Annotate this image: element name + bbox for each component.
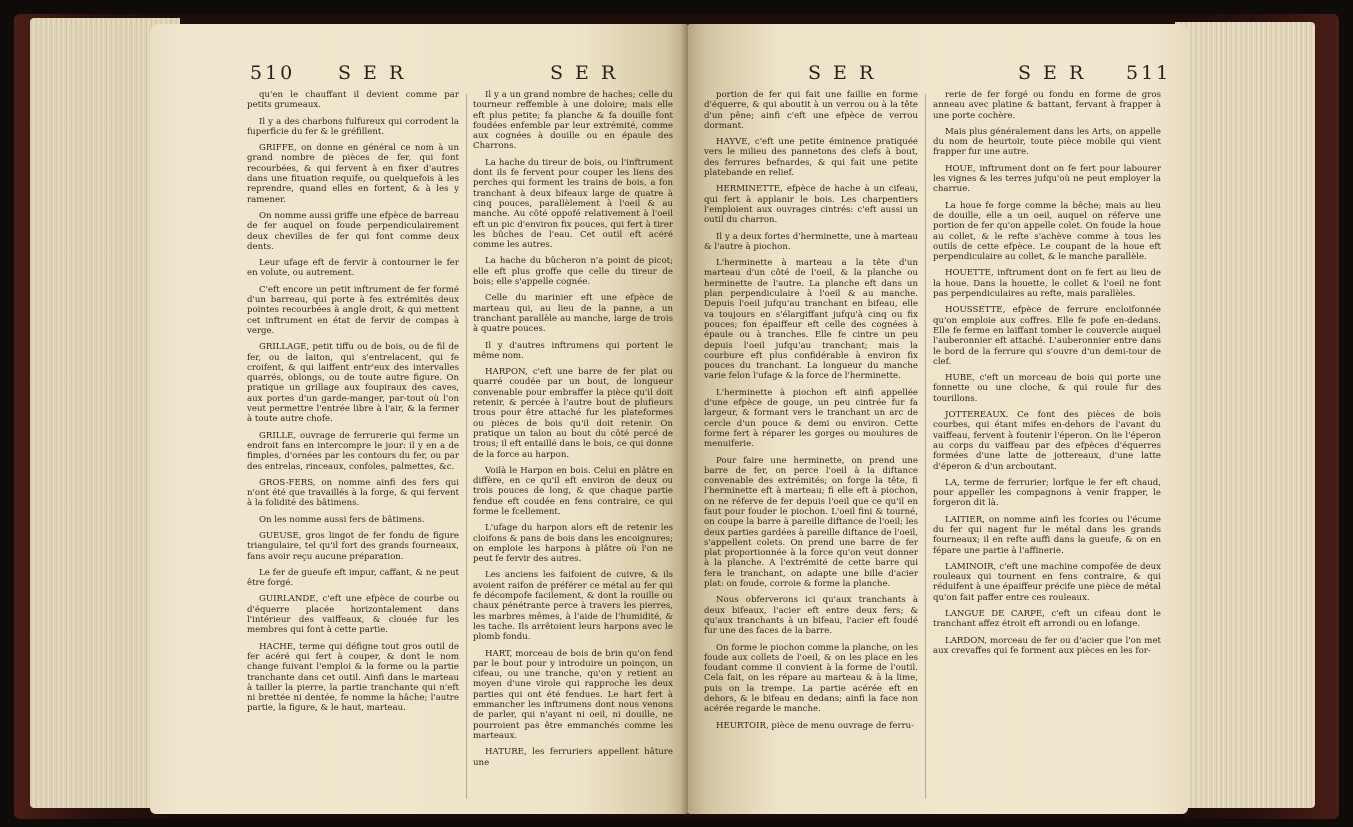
column-rule xyxy=(925,94,926,799)
left-page-column-1 xyxy=(247,90,459,802)
paragraph: Les anciens les faifoient de cuivre, & ils avoient raifon de préférer ce métal au fer qui fe décompofe facilement, & dont la rouille ou chaux pénétrante perce à travers les pierres, les marbres mêmes, à l'aide de l'humidité, & les tache. Ils arrêtoient leurs harpons avec le plomb fondu. xyxy=(473,570,673,643)
paragraph: HERMINETTE, efpèce de hache à un cifeau, qui fert à applanir le bois. Les charpentiers l'emploient aux ouvrages cintrés: c'eft aussi un outil du charron. xyxy=(704,184,918,226)
right-page xyxy=(688,24,1188,814)
paragraph: LAMINOIR, c'eft une machine compofée de deux rouleaux qui tournent en fens contraire, & qui réduifent à une épaiffeur précife une pièce de métal qu'on fait paffer entre ces rouleaux. xyxy=(933,561,1161,603)
paragraph: GUEUSE, gros lingot de fer fondu de figure triangulaire, tel qu'il fort des grands fourneaux, fans avoir reçu aucune préparation. xyxy=(247,530,459,562)
paragraph: qu'en le chauffant il devient comme par petits grumeaux. xyxy=(247,90,459,111)
paragraph: L'herminette à piochon eft ainfi appellée d'une efpèce de gouge, un peu cintrée fur fa largeur, & formant vers le tranchant un arc de cercle d'un pouce & demi ou environ. Cette forme fert à réparer les gorges ou moulures de menuiferie. xyxy=(704,387,918,450)
paragraph: HEURTOIR, pièce de menu ouvrage de ferru- xyxy=(716,720,915,731)
column-rule xyxy=(466,94,467,799)
paragraph: On forme le piochon comme la planche, on les foude aux collets de l'oeil, & on les place en les foudant comme il convient à la forme de l'outil. Cela fait, on les répare au marteau & à la lime, puis on la trempe. La partie acérée eft en dehors, & le bifeau en dedans; ainfi la face non acérée regarde le manche. xyxy=(704,642,918,715)
left-page xyxy=(150,24,688,814)
paragraph: Il y d'autres inftrumens qui portent le même nom. xyxy=(473,340,673,361)
paragraph: GUIRLANDE, c'eft une efpèce de courbe ou d'équerre placée horizontalement dans l'intérieur des vaiffeaux, & clouée fur les membres qui font à cette partie. xyxy=(247,594,459,636)
paragraph: JOTTEREAUX. Ce font des pièces de bois courbes, qui étant mifes en-dehors de l'avant du vaiffeau, fervent à foutenir l'éperon. On lie l'éperon au corps du vaiffeau par des efpèces d'équerres formées d'une latte de jottereaux, d'une latte d'éperon & d'un arcboutant. xyxy=(933,410,1161,472)
paragraph: On nomme aussi griffe une efpèce de barreau de fer auquel on foude perpendiculairement deux chevilles de fer qui font comme deux dents. xyxy=(247,210,459,252)
paragraph: HAYVE, c'eft une petite éminence pratiquée vers le milieu des pannetons des clefs à bout, des ferrures befnardes, & qui fait une petite platebande en relief. xyxy=(704,137,918,179)
paragraph: LAITIER, on nomme ainfi les fcories ou l'écume du fer qui nagent fur le métal dans les grands fourneaux; il en refte auffi dans la gueufe, & on en fépare une partie à l'affinerie. xyxy=(933,514,1161,556)
paragraph: HOUSSETTE, efpèce de ferrure encloifonnée qu'on emploie aux coffres. Elle fe pofe en-dedans. Elle fe ferme en laiffant tomber le couvercle auquel l'auberonnier eft attaché. L'auberonnier entre dans le bord de la ferrure qui s'ouvre d'un demi-tour de clef. xyxy=(933,305,1161,367)
left-page-header xyxy=(150,62,688,92)
paragraph: GRILLE, ouvrage de ferrurerie qui ferme un endroit fans en intercompre le jour: il y en a de fimples, d'ornées par les contours du fer, ou par des entrelas, rinceaux, confoles, palmettes, &c. xyxy=(247,430,459,472)
page-edges-right xyxy=(1175,22,1315,808)
paragraph: HARPON, c'eft une barre de fer plat ou quarré coudée par un bout, de longueur convenable pour embraffer la pièce qu'il doit retenir, & percée à l'autre bout de plufieurs trous pour être attaché fur les plateformes ou pièces de bois qu'il doit retenir. On pratique un talon au bout du côté percé de trous; il eft entaillé dans le bois, ce qui donne de la force au harpon. xyxy=(473,367,673,460)
paragraph: rerie de fer forgé ou fondu en forme de gros anneau avec platine & battant, fervant à frapper à une porte cochère. xyxy=(933,90,1161,121)
paragraph: Il y a deux fortes d'herminette, une à marteau & l'autre à piochon. xyxy=(704,231,918,252)
paragraph: Pour faire une herminette, on prend une barre de fer, on perce l'oeil à la diftance convenable des extrémités; on forge la tête, fi l'herminette eft à marteau; fi elle eft à piochon, on ne réferve de fer depuis l'oeil que ce qu'il en faut pour fouder le piochon. L'oeil fini & tourné, on coupe la barre à pareille diftance de l'oeil; les deux parties gardées à pareille diftance de l'oeil, s'appellent colets. On prend une barre de fer plat proportionnée à la force qu'on veut donner à la planche. A l'extrémité de cette barre qui fera le tranchant, on adapte une bille d'acier plat: on foude, corroie & forme la planche. xyxy=(704,455,918,590)
running-head-left: S E R xyxy=(808,62,877,84)
running-head-left: S E R xyxy=(338,62,407,84)
paragraph: HART, morceau de bois de brin qu'on fend par le bout pour y introduire un poinçon, un cifeau, ou une tranche, qu'on y retient au moyen d'une virole qui rapproche les deux parties qui ont été fendues. Le hart fert à emmancher les inftrumens dont nous venons de parler, qui n'ayant ni oeil, ni douille, ne pourroient pas être emmanchés comme les marteaux. xyxy=(473,648,673,741)
paragraph: La hache du tireur de bois, ou l'inftrument dont ils fe fervent pour couper les liens des perches qui forment les trains de bois, a fon tranchant à deux bifeaux large de quatre à cinq pouces, parallèlement à l'oeil & au manche. Au côté oppofé relativement à l'oeil eft un pic d'environ fix pouces, qui fert à tirer les bûches de l'eau. Cet outil eft acéré comme les autres. xyxy=(473,157,673,251)
paragraph: LANGUE DE CARPE, c'eft un cifeau dont le tranchant affez étroit eft arrondi ou en lofange. xyxy=(933,609,1161,630)
running-head-right: S E R xyxy=(1018,62,1087,84)
paragraph: Le fer de gueufe eft impur, caffant, & ne peut être forgé. xyxy=(247,567,459,589)
paragraph: On les nomme aussi fers de bâtimens. xyxy=(259,514,425,525)
paragraph: HACHE, terme qui défigne tout gros outil de fer acéré qui fert à couper, & dont le nom change fuivant l'emploi & la forme ou la partie tranchante dans cet outil. Ainfi dans le marteau à tailler la pierre, la partie tranchante qui n'eft ni brettée ni dentée, fe nomme la hâche; l'autre partie, la figure, & le haut, marteau. xyxy=(247,641,459,714)
paragraph: HOUETTE, inftrument dont on fe fert au lieu de la houe. Dans la houette, le collet & l'oeil ne font pas perpendiculaires au refte, mais parallèles. xyxy=(933,268,1161,300)
paragraph: LARDON, morceau de fer ou d'acier que l'on met aux crevaffes qui fe forment aux pièces en les for- xyxy=(933,635,1161,656)
paragraph: HUBE, c'eft un morceau de bois qui porte une fonnette ou une cloche, & qui roule fur des tourillons. xyxy=(933,373,1161,404)
right-page-header xyxy=(688,62,1188,92)
paragraph: C'eft encore un petit inftrument de fer formé d'un barreau, qui porte à fes extrémités deux pointes recourbées à angle droit, & qui mettent cet inftrument en état de fervir de compas à verge. xyxy=(247,284,459,336)
paragraph: Mais plus généralement dans les Arts, on appelle du nom de heurtoir, toute pièce mobile qui vient frapper fur une autre. xyxy=(933,126,1161,158)
paragraph: Leur ufage eft de fervir à contourner le fer en volute, ou autrement. xyxy=(247,258,459,279)
paragraph: LA, terme de ferrurier; lorfque le fer eft chaud, pour appeller les compagnons à venir frapper, le forgeron dit là. xyxy=(933,477,1161,509)
paragraph: GRILLAGE, petit tiffu ou de bois, ou de fil de fer, ou de laiton, qui s'entrelacent, qui fe croifent, & qui laiffent entr'eux des intervalles quarrés, oblongs, ou de toute autre figure. On pratique un grillage aux foupiraux des caves, aux portes d'un garde-manger, par-tout où l'on veut permettre l'entrée libre à l'air, & la fermer à toute autre chofe. xyxy=(247,342,459,425)
paragraph: Il y a des charbons fulfureux qui corrodent la fuperficie du fer & le gréfillent. xyxy=(247,116,459,137)
paragraph: Voilà le Harpon en bois. Celui en plâtre en diffère, en ce qu'il eft environ de deux ou trois pouces de long, & que chaque partie fendue eft coudée en fens contraire, ce qui forme le fcellement. xyxy=(473,465,673,517)
paragraph: HOUE, inftrument dont on fe fert pour labourer les vignes & les terres jufqu'où ne peut employer la charrue. xyxy=(933,163,1161,195)
paragraph: La hache du bûcheron n'a point de picot; elle eft plus groffe que celle du tireur de bois; elle s'appelle cognée. xyxy=(473,256,673,288)
running-head-right: S E R xyxy=(550,62,619,84)
paragraph: GRIFFE, on donne en général ce nom à un grand nombre de pièces de fer, qui font recourbées, & qui fervent à en fixer d'autres dans une fituation requife, ou quelquefois à les reprendre, quand elles en fortent, & à les y ramener. xyxy=(247,143,459,205)
left-page-column-2 xyxy=(473,90,673,802)
paragraph: Nous obferverons ici qu'aux tranchants à deux bifeaux, l'acier eft entre deux fers; & qu'aux tranchants à un bifeau, l'acier eft foudé fur une des faces de la barre. xyxy=(704,595,918,637)
paragraph: portion de fer qui fait une faillie en forme d'équerre, & qui aboutit à un verrou ou à la tête d'un pêne; ainfi c'eft une efpèce de verrou dormant. xyxy=(704,90,918,131)
right-page-column-2 xyxy=(933,90,1161,802)
page-number: 510 xyxy=(250,62,296,84)
paragraph: L'herminette à marteau a la tête d'un marteau d'un côté de l'oeil, & la planche ou herminette de l'autre. La planche eft dans un plan perpendiculaire à l'oeil & au manche. Depuis l'oeil jufqu'au tranchant en bifeau, elle va toujours en s'élargiffant jufqu'à cinq ou fix pouces; fon épaiffeur eft celle des cognées à épaule ou à tranches. Elle fe cintre un peu depuis l'oeil jufqu'au tranchant; mais la courbure eft plus confidérable à environ fix pouces du tranchant. La longueur du manche varie felon l'ufage & la force de l'herminette. xyxy=(704,258,918,382)
paragraph: Celle du marinier eft une efpèce de marteau qui, au lieu de la panne, a un tranchant parallèle au manche, large de trois à quatre pouces. xyxy=(473,293,673,335)
right-page-column-1 xyxy=(704,90,918,802)
paragraph: HATURE, les ferruriers appellent hâture une xyxy=(473,747,673,768)
paragraph: La houe fe forge comme la bêche; mais au lieu de douille, elle a un oeil, auquel on réferve une portion de fer qu'on appelle colet. On foude la houe au collet, & le refte s'achève comme à tous les outils de cette efpèce. Le coupant de la houe eft perpendiculaire au collet, & le manche parallèle. xyxy=(933,200,1161,263)
paragraph: Il y a un grand nombre de haches; celle du tourneur reffemble à une doloire; mais elle eft plus petite; fa planche & fa douille font foudées enfemble par leur extrémité, comme aux cognées à douille ou en épaule des Charrons. xyxy=(473,90,673,152)
paragraph: GROS-FERS, on nomme ainfi des fers qui n'ont été que travaillés à la forge, & qui fervent à la folidité des bâtimens. xyxy=(247,477,459,509)
page-number: 511 xyxy=(1126,62,1172,84)
paragraph: L'ufage du harpon alors eft de retenir les cloifons & pans de bois dans les encoignures; on emploie les harpons à plâtre où l'on ne peut fe fervir des autres. xyxy=(473,523,673,565)
